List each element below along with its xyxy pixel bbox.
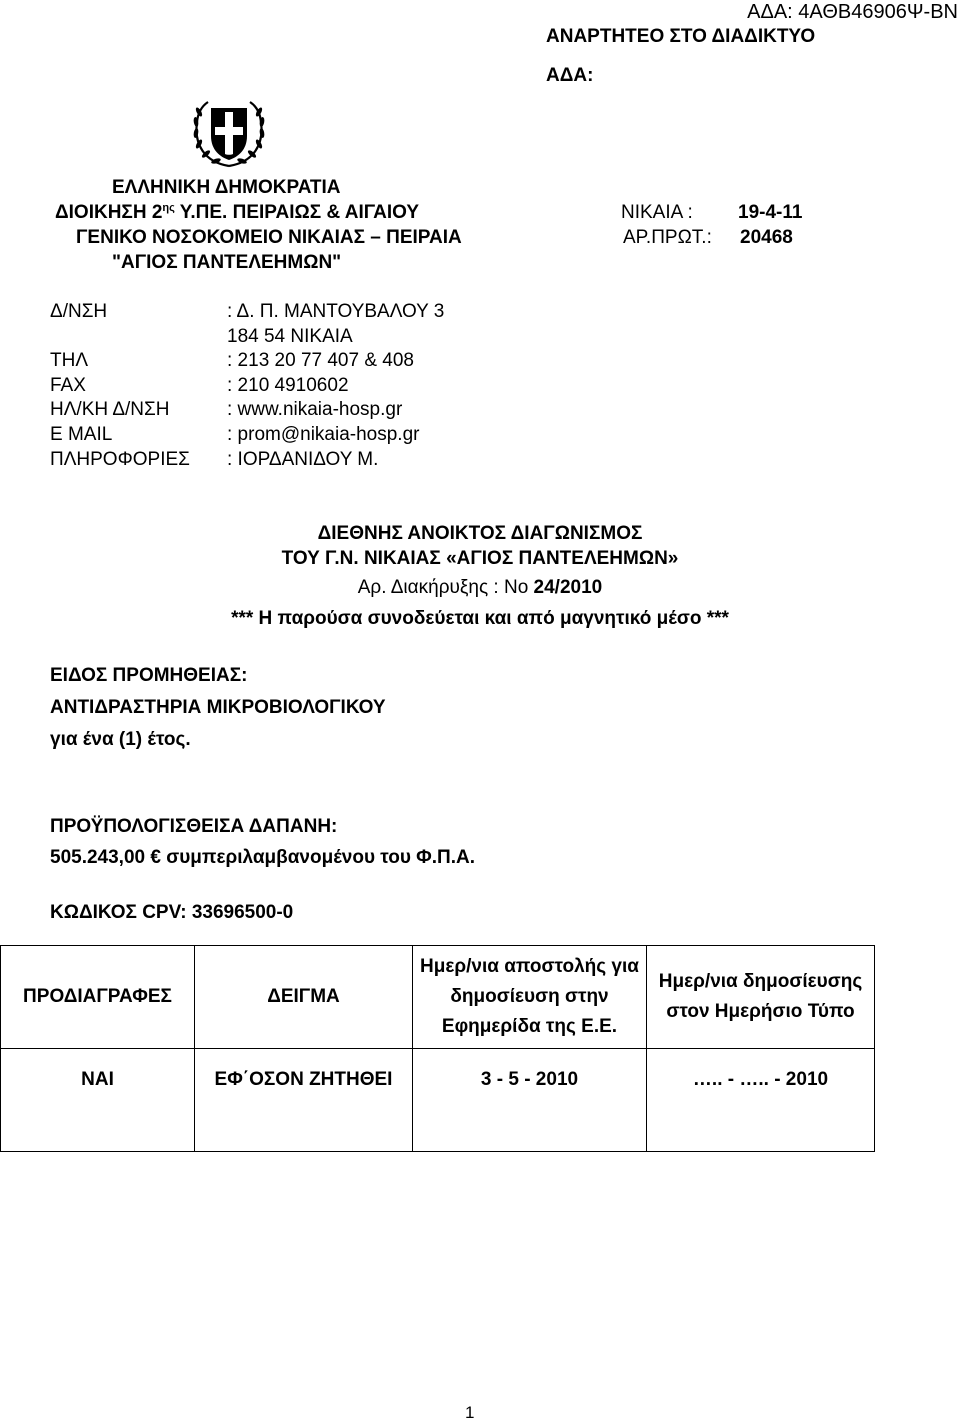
ada-code: ΑΔΑ: 4ΑΘΒ46906Ψ-ΒΝ — [747, 1, 958, 23]
cell-press-date: ….. - ….. - 2010 — [647, 1049, 875, 1152]
info-contact-value: : ΙΟΡΔΑΝΙΔΟΥ Μ. — [227, 449, 379, 470]
header-republic: ΕΛΛΗΝΙΚΗ ΔΗΜΟΚΡΑΤΙΑ — [112, 177, 341, 198]
cell-eu-journal-date: 3 - 5 - 2010 — [413, 1049, 647, 1152]
tender-number: Αρ. Διακήρυξης : Νο 24/2010 — [357, 577, 603, 598]
fax-label: FAX — [50, 375, 86, 396]
cell-sample: ΕΦ΄ΟΣΟΝ ΖΗΤΗΘΕΙ — [195, 1049, 413, 1152]
ada-label: ΑΔΑ: — [546, 65, 594, 86]
header-sample: ΔΕΙΓΜΑ — [195, 946, 413, 1049]
place-label: ΝΙΚΑΙΑ : — [621, 202, 693, 223]
address-label: Δ/ΝΣΗ — [50, 301, 108, 322]
header-hospital-name: "ΑΓΙΟΣ ΠΑΝΤΕΛΕΗΜΩΝ" — [112, 252, 342, 273]
tender-subtitle: ΤΟΥ Γ.Ν. ΝΙΚΑΙΑΣ «ΑΓΙΟΣ ΠΑΝΤΕΛΕΗΜΩΝ» — [281, 548, 679, 569]
phone-label: ΤΗΛ — [50, 350, 89, 371]
info-contact-label: ΠΛΗΡΟΦΟΡΙΕΣ — [50, 449, 190, 470]
table-row — [1, 1049, 875, 1152]
budget-value: 505.243,00 € συμπεριλαμβανομένου του Φ.Π.Α. — [50, 847, 476, 868]
email-label: E MAIL — [50, 424, 113, 445]
budget-label: ΠΡΟΫΠΟΛΟΓΙΣΘΕΙΣΑ ΔΑΠΑΝΗ: — [50, 816, 338, 837]
phone-value: : 213 20 77 407 & 408 — [227, 350, 414, 371]
cell-specifications: ΝΑΙ — [1, 1049, 195, 1152]
publication-table — [0, 945, 875, 1152]
address-value: : Δ. Π. ΜΑΝΤΟΥΒΑΛΟΥ 3 — [227, 301, 445, 322]
header-specifications: ΠΡΟΔΙΑΓΡΑΦΕΣ — [1, 946, 195, 1049]
date-value: 19-4-11 — [738, 202, 803, 223]
protocol-value: 20468 — [740, 227, 793, 248]
table-header-row — [1, 946, 875, 1049]
header-administration: ΔΙΟΙΚΗΣΗ $2^{\eta\varsigma}$ Υ.ΠΕ. ΠΕΙΡΑΙΩΣ & ΑΙΓΑΙΟΥ — [55, 202, 420, 223]
protocol-label: ΑΡ.ΠΡΩΤ.: — [623, 227, 712, 248]
website-link[interactable]: : www.nikaia-hosp.gr — [227, 399, 403, 420]
supply-item: ΑΝΤΙΔΡΑΣΤΗΡΙΑ ΜΙΚΡΟΒΙΟΛΟΓΙΚΟΥ — [50, 697, 386, 718]
postal-value: 184 54 ΝΙΚΑΙΑ — [227, 326, 353, 347]
fax-value: : 210 4910602 — [227, 375, 349, 396]
header-eu-journal-date: Ημερ/νια αποστολής για δημοσίευση στην Εφημερίδα της Ε.Ε. — [413, 946, 647, 1049]
website-label: ΗΛ/ΚΗ Δ/ΝΣΗ — [50, 399, 170, 420]
cpv-code: ΚΩΔΙΚΟΣ CPV: 33696500-0 — [50, 902, 294, 923]
page-number: 1 — [465, 1403, 475, 1422]
posted-online-notice: ΑΝΑΡΤΗΤΕΟ ΣΤΟ ΔΙΑΔΙΚΤΥΟ — [546, 26, 816, 47]
media-note: *** Η παρούσα συνοδεύεται και από μαγνητικό μέσο *** — [231, 608, 729, 629]
email-link[interactable]: : prom@nikaia-hosp.gr — [227, 424, 420, 445]
coat-of-arms-icon — [190, 98, 268, 170]
tender-title: ΔΙΕΘΝΗΣ ΑΝΟΙΚΤΟΣ ΔΙΑΓΩΝΙΣΜΟΣ — [317, 523, 643, 544]
supply-duration: για ένα (1) έτος. — [50, 729, 191, 750]
header-hospital: ΓΕΝΙΚΟ ΝΟΣΟΚΟΜΕΙΟ ΝΙΚΑΙΑΣ – ΠΕΙΡΑΙΑ — [76, 227, 462, 248]
header-press-date: Ημερ/νια δημοσίευσης στον Ημερήσιο Τύπο — [647, 946, 875, 1049]
supply-label: ΕΙΔΟΣ ΠΡΟΜΗΘΕΙΑΣ: — [50, 665, 248, 686]
